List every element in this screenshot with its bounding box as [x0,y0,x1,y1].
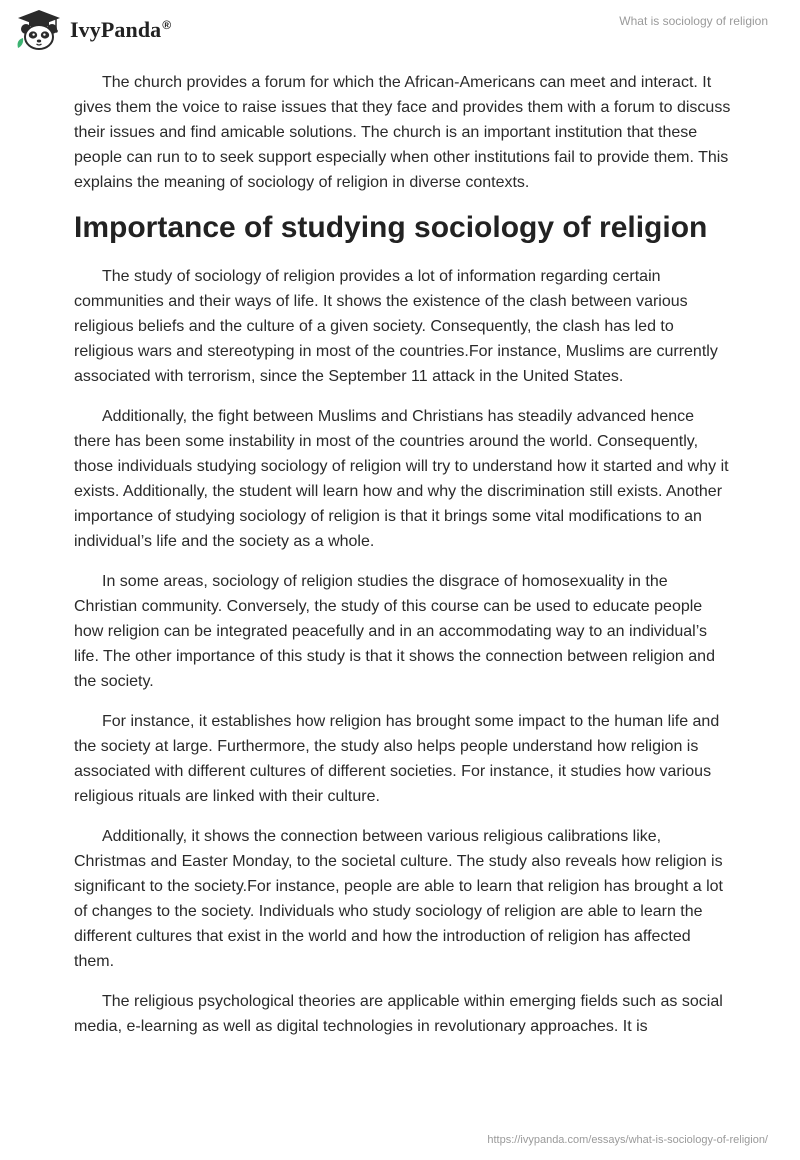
page-header [0,0,800,64]
document-title: What is sociology of religion [619,14,768,28]
source-url[interactable]: https://ivypanda.com/essays/what-is-sociology-of-religion/ [487,1134,768,1146]
panda-graduate-logo-icon [14,8,64,52]
essay-content [74,70,734,1054]
ivypanda-logo[interactable] [14,8,171,52]
paragraph: In some areas, sociology of religion studies the disgrace of homosexuality in the Christian community. Conversely, the study of this course can be used to educate people how religion can be integrated peacefully and in an accommodating way to an individual’s life. The other importance of this study is that it shows the connection between religion and the society. [74,573,715,690]
paragraph: Additionally, the fight between Muslims and Christians has steadily advanced hence there has been some instability in most of the countries around the world. Consequently, those individuals studying sociology of religion will try to understand how it started and why it exists. Additionally, the student will learn how and why the discrimination still exists. Another importance of studying sociology of religion is that it brings some vital modifications to an individual’s life and the society as a whole. [74,408,729,550]
brand-name: IvyPanda® [70,17,172,42]
paragraph: Additionally, it shows the connection between various religious calibrations like, Christmas and Easter Monday, to the societal culture. The study also reveals how religion is significant to the society.For instance, people are able to learn that religion has brought a lot of changes to the society. Individuals who study sociology of religion are able to learn the different cultures that exist in the world and how the introduction of religion has affected them. [74,828,723,970]
paragraph: The church provides a forum for which the African-Americans can meet and interact. It gives them the voice to raise issues that they face and provides them with a forum to discuss their issues and find amicable solutions. The church is an important institution that these people can run to to seek support especially when other institutions fail to provide them. This explains the meaning of sociology of religion in diverse contexts. [74,74,731,191]
paragraph: The religious psychological theories are applicable within emerging fields such as social media, e-learning as well as digital technologies in revolutionary approaches. It is [74,993,723,1035]
section-heading: Importance of studying sociology of religion [74,211,708,244]
paragraph: The study of sociology of religion provides a lot of information regarding certain communities and their ways of life. It shows the existence of the clash between various religious beliefs and the culture of a given society. Consequently, the clash has led to religious wars and stereotyping in most of the countries.For instance, Muslims are currently associated with terrorism, since the September 11 attack in the United States. [74,268,718,385]
paragraph: For instance, it establishes how religion has brought some impact to the human life and the society at large. Furthermore, the study also helps people understand how religion is associated with different cultures of different societies. For instance, it studies how various religious rituals are linked with their culture. [74,713,720,805]
